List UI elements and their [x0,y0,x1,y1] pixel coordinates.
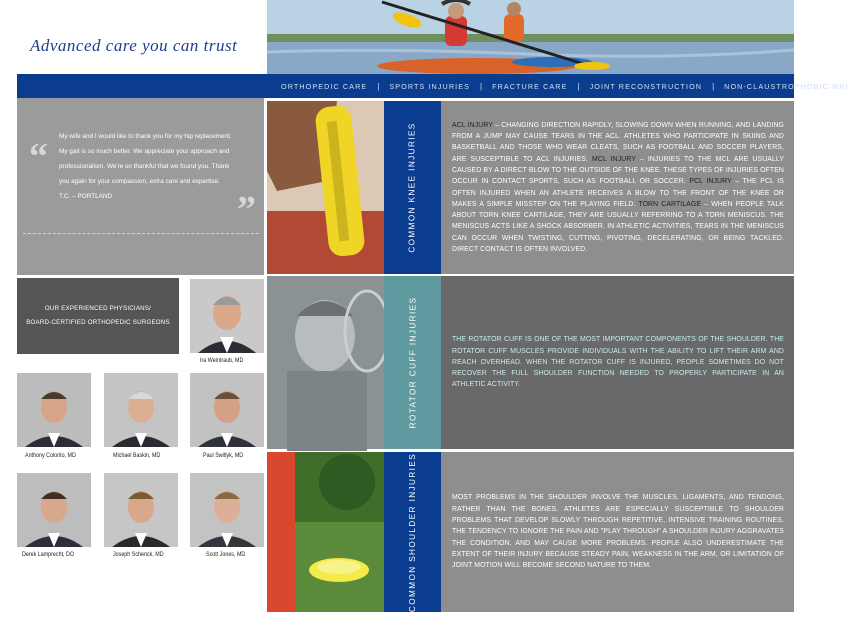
rotator-cuff-text [452,334,784,390]
runner-photo [267,101,384,274]
testimonial-box [17,98,264,275]
doctor-name: Derek Lamprecht, DO [22,551,75,558]
label-knee-injuries-text: COMMON KNEE INJURIES [408,122,418,253]
close-quote-icon: ” [237,189,256,231]
highlighted-term: PCL INJURY [689,178,732,186]
doctor-photo [104,373,178,447]
testimonial-quote: My wife and I would like to thank you for my hip replacement. My gait is so much better. We appreciate your approach and professionalism. We're so thankful that we found you. Thank you again for your compassion, extra care and expertise. [59,133,232,185]
knee-injuries-text-panel [441,101,794,274]
knee-injuries-text [452,120,784,256]
doctor-photo [17,373,91,447]
nav-item-mri[interactable]: NON-CLAUSTROPHOBIC MRI [724,81,849,91]
doctor-photo [190,473,264,547]
label-rotator-cuff-text: ROTATOR CUFF INJURIES [408,296,417,429]
physicians-heading-box [17,278,179,354]
doctor-name: Michael Baskin, MD [113,452,161,459]
body-text: – CHANGING DIRECTION RAPIDLY, SLOWING DOWN WHEN RUNNING, AND LANDING FROM A JUMP MAY CAUSE TEARS IN THE ACL. ATHLETES WHO PARTICIPATE IN SKIING AND BASKETBALL AND THOSE WHO WEAR CLEATS, SUCH AS FOOTBALL AND SOCCER PLAYERS, ARE SUSCEPTIBLE TO ACL INJURIES. [452,121,784,163]
open-quote-icon: “ [29,136,48,178]
rotator-cuff-text-panel [441,276,794,449]
nav-item-fracture-care[interactable]: FRACTURE CARE [492,81,568,91]
shoulder-injuries-text [452,492,784,571]
label-shoulder-injuries-text: COMMON SHOULDER INJURIES [408,452,417,612]
doctor-name: Anthony Colorito, MD [25,452,76,459]
nav-separator: | [480,81,483,91]
doctor-name: Ira Weintraub, MD [200,357,244,364]
doctor-name: Paul Switlyk, MD [203,452,244,459]
highlighted-term: MCL INJURY [592,155,636,163]
body-text: – THE PCL IS OFTEN INJURED WHEN AN ATHLETE RECEIVES A BLOW TO THE FRONT OF THE KNEE OR MAKES A SIMPLE MISSTEP ON THE PLAYING FIELD. [452,178,785,208]
frisbee-photo [267,452,384,612]
label-knee-injuries [384,101,441,274]
doctor-photo [190,279,264,353]
body-text: – INJURIES TO THE MCL ARE USUALLY CAUSED BY A DIRECT BLOW TO THE OUTSIDE OF THE KNEE. THESE TYPES OF INJURIES OFTEN OCCUR IN CONTACT SPORTS, SUCH AS FOOTBALL OR SOCCER. [452,155,785,186]
body-text: – WHEN PEOPLE TALK ABOUT TORN KNEE CARTILAGE, THEY ARE USUALLY REFERRING TO A TORN MENISCUS. THE MENISCUS ACTS LIKE A SHOCK ABSORBER. IN ATHLETIC ACTIVITIES, TEARS IN THE MENISCUS CAN OCCUR WHEN TWISTING, CUTTING, PIVOTING, DECELERATING, OR BEING TACKLED. DIRECT CONTACT IS OFTEN INVOLVED. [452,200,784,253]
shoulder-injuries-text-panel [441,452,794,612]
label-rotator-cuff-injuries [384,276,441,449]
testimonial-author: T.C. – PORTLAND [59,193,113,200]
nav-separator: | [712,81,715,91]
nav-separator: | [577,81,580,91]
doctor-name: Joseph Schenck, MD [113,551,164,558]
nav-item-sports-injuries[interactable]: SPORTS INJURIES [389,81,471,91]
hero-kayak-photo [267,0,794,74]
doctor-name: Scott Jones, MD [206,551,246,558]
dashed-divider [23,233,259,234]
nav-item-joint-reconstruction[interactable]: JOINT RECONSTRUCTION [589,81,703,91]
highlighted-term: ACL INJURY [452,121,493,129]
doctor-photo [17,473,91,547]
testimonial-text [59,129,239,204]
doctor-photo [190,373,264,447]
doctor-photo [104,473,178,547]
tennis-player-photo [267,276,384,449]
physicians-heading-line1: OUR EXPERIENCED PHYSICIANS/ [44,305,152,312]
nav-menu [267,74,849,98]
nav-item-orthopedic-care[interactable]: ORTHOPEDIC CARE [281,81,368,91]
physicians-heading-line2: BOARD-CERTIFIED ORTHOPEDIC SURGEONS [26,319,170,326]
tagline: Advanced care you can trust [30,36,238,55]
highlighted-term: TORN CARTILAGE [638,200,702,208]
label-shoulder-injuries [384,452,441,612]
nav-separator: | [377,81,380,91]
body-text: THE ROTATOR CUFF IS ONE OF THE MOST IMPORTANT COMPONENTS OF THE SHOULDER. THE ROTATOR CUFF MUSCLES PROVIDE INDIVIDUALS WITH THE ABILITY TO LIFT THEIR ARM AND REACH OVERHEAD. WHEN THE ROTATOR CUFF IS INJURED, PEOPLE SOMETIMES DO NOT RECOVER THE FULL SHOULDER FUNCTION NEEDED TO PROPERLY PARTICIPATE IN AN ATHLETIC ACTIVITY. [452,336,784,389]
body-text: MOST PROBLEMS IN THE SHOULDER INVOLVE THE MUSCLES, LIGAMENTS, AND TENDONS, RATHER THAN THE BONES. ATHLETES ARE ESPECIALLY SUSCEPTIBLE TO SHOULDER PROBLEMS THAT DEVELOP SLOWLY THROUGH REPETITIVE, INTENSIVE TRAINING ROUTINES. THE TENDENCY TO IGNORE THE PAIN AND "PLAY THROUGH" A SHOULDER INJURY AGGRAVATES THE CONDITION, AND MAY CAUSE MORE PROBLEMS. PEOPLE ALSO UNDERESTIMATE THE EXTENT OF THEIR INJURY BECAUSE STEADY PAIN, WEAKNESS IN THE ARM, OR LIMITATION OF JOINT MOTION WILL BECOME SECOND NATURE TO THEM. [452,494,784,570]
